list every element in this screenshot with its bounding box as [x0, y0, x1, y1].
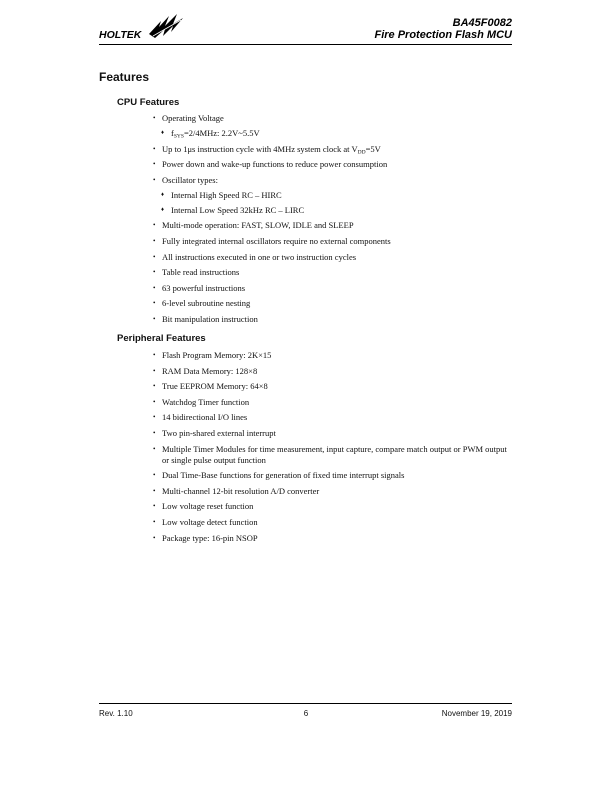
list-item: • 14 bidirectional I/O lines [152, 412, 512, 423]
logo-text: HOLTEK [99, 29, 142, 41]
list-item: • Two pin-shared external interrupt [152, 428, 512, 439]
op-voltage-label: Operating Voltage [162, 113, 224, 123]
list-item: • Up to 1μs instruction cycle with 4MHz system clock at $V_{DD}=5V$ [152, 144, 512, 155]
sub-list-item: ♦ $f_{SYS}=2/4MHz$: 2.2V~5.5V [161, 128, 512, 139]
list-item: • Watchdog Timer function [152, 397, 512, 408]
list-item: • Multiple Timer Modules for time measurement, input capture, compare match output or PWM output or single pulse output function [152, 444, 512, 466]
list-item: • All instructions executed in one or two instruction cycles [152, 252, 512, 263]
list-item [152, 175, 512, 216]
list-item: • Multi-channel 12-bit resolution A/D converter [152, 486, 512, 497]
cpu-features-list [152, 113, 512, 330]
product-name: Fire Protection Flash MCU [374, 29, 512, 41]
document-date: November 19, 2019 [441, 709, 512, 718]
header-divider [99, 44, 512, 45]
list-item: • Package type: 16-pin NSOP [152, 533, 512, 544]
footer-divider [99, 703, 512, 704]
list-item: • Table read instructions [152, 267, 512, 278]
list-item: • Power down and wake-up functions to reduce power consumption [152, 159, 512, 170]
op-voltage-sublist [161, 128, 512, 139]
list-item: • Low voltage detect function [152, 517, 512, 528]
revision-label: Rev. 1.10 [99, 709, 133, 718]
sub-list-item: ♦ Internal High Speed RC – HIRC [161, 190, 512, 201]
peripheral-features-heading: Peripheral Features [117, 333, 206, 344]
list-item: • Multi-mode operation: FAST, SLOW, IDLE and SLEEP [152, 220, 512, 231]
list-item: • 6-level subroutine nesting [152, 298, 512, 309]
list-item: • Low voltage reset function [152, 501, 512, 512]
sub-list-item: ♦ Internal Low Speed 32kHz RC – LIRC [161, 205, 512, 216]
section-title: Features [99, 70, 150, 84]
oscillator-label: Oscillator types: [162, 174, 218, 185]
document-header [374, 17, 512, 41]
list-item: • Fully integrated internal oscillators require no external components [152, 236, 512, 247]
list-item [152, 113, 512, 139]
list-item: • Dual Time-Base functions for generation of fixed time interrupt signals [152, 470, 512, 481]
list-item: • True EEPROM Memory: 64×8 [152, 381, 512, 392]
oscillator-sublist [161, 190, 512, 216]
part-number: BA45F0082 [452, 17, 512, 29]
list-item: • Flash Program Memory: 2K×15 [152, 350, 512, 361]
list-item: • 63 powerful instructions [152, 283, 512, 294]
cpu-features-heading: CPU Features [117, 97, 180, 108]
page-number: 6 [303, 709, 309, 718]
holtek-logo [99, 12, 189, 42]
list-item: • RAM Data Memory: 128×8 [152, 366, 512, 377]
list-item: • Bit manipulation instruction [152, 314, 512, 325]
peripheral-features-list [152, 350, 512, 548]
